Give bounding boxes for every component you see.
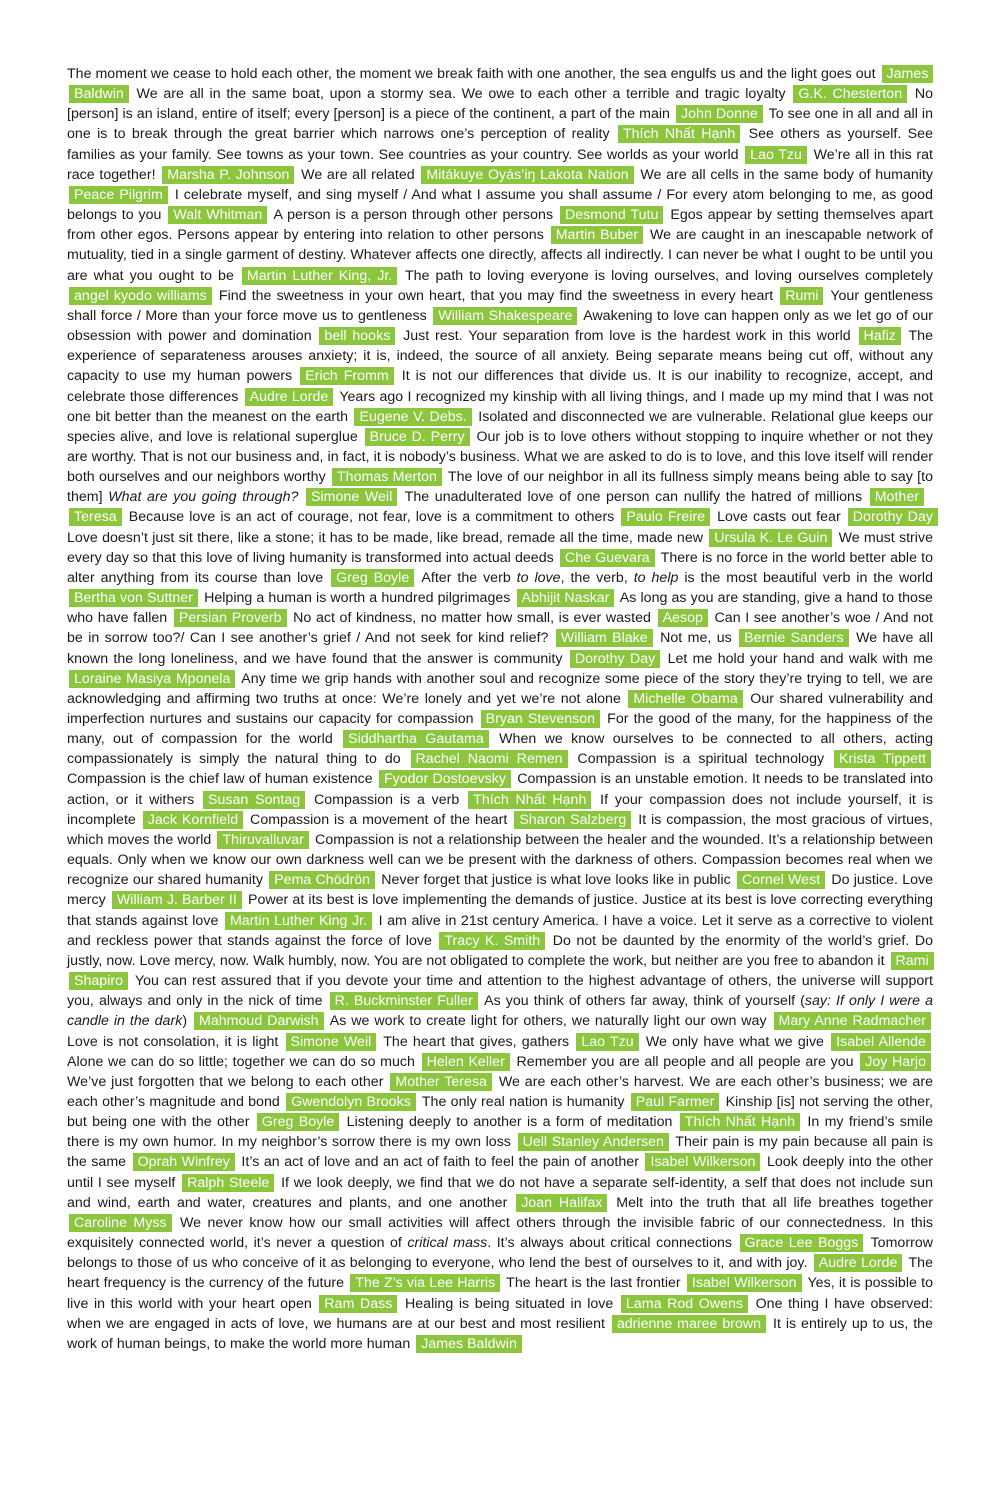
author-tag: Lama Rod Owens bbox=[621, 1295, 748, 1313]
quote: Our shared vulnerability and imperfection nurtures and sustains our capacity for compassion bbox=[67, 690, 933, 727]
author-tag: Desmond Tutu bbox=[560, 206, 663, 224]
quote: Remember you are all people and all people are you bbox=[516, 1053, 854, 1070]
author-tag: William J. Barber II bbox=[112, 891, 242, 909]
author-tag: Sharon Salzberg bbox=[514, 811, 631, 829]
author-tag: Lao Tzu bbox=[576, 1033, 638, 1051]
author-tag: Paulo Freire bbox=[621, 508, 710, 526]
author-tag: Che Guevara bbox=[560, 549, 655, 567]
quote: Melt into the truth that all life breathes together bbox=[616, 1194, 933, 1211]
author-tag: Erich Fromm bbox=[300, 367, 393, 385]
quote-segment: The love of our neighbor in all its fullness simply means being able to say [to them] bbox=[67, 469, 933, 506]
author-tag: Rumi bbox=[780, 287, 823, 305]
quote: The heart frequency is the currency of the future bbox=[67, 1255, 933, 1292]
quote: Healing is being situated in love bbox=[405, 1295, 614, 1312]
quote-segment: , the verb, bbox=[560, 569, 634, 586]
author-tag: angel kyodo williams bbox=[69, 287, 212, 305]
quote: As long as you are standing, give a hand to those who have fallen bbox=[67, 590, 933, 627]
quote: Our job is to love others without stopping to inquire whether or not they are worthy. That is not our business and, in fact, it is nobody’s business. What we are asked to do is to love, and this love itself will render both ourselves and our neighbors worthy bbox=[67, 428, 933, 486]
quote: Power at its best is love implementing the demands of justice. Justice at its best is love correcting everything that stands against love bbox=[67, 892, 934, 929]
author-tag: Walt Whitman bbox=[168, 206, 267, 224]
quote: Do justice. Love mercy bbox=[67, 872, 934, 909]
author-tag: Jack Kornfield bbox=[143, 811, 243, 829]
author-tag: Simone Weil bbox=[306, 488, 397, 506]
quote: The unadulterated love of one person can nullify the hatred of millions bbox=[404, 489, 863, 506]
author-tag: Martin Buber bbox=[551, 226, 643, 244]
author-tag: Audre Lorde bbox=[245, 388, 334, 406]
author-tag: Krista Tippett bbox=[834, 750, 931, 768]
quote: Any time we grip hands with another soul and recognize some piece of the story they’re trying to tell, we are acknowledging and affirming two truths at once: We’re lonely and yet we’re not alone bbox=[67, 670, 933, 707]
quote: Alone we can do so little; together we can do so much bbox=[67, 1053, 415, 1070]
author-tag: Thích Nhất Hạnh bbox=[680, 1113, 800, 1131]
quote: Compassion is not a relationship between the healer and the wounded. It’s a relationship between equals. Only when we know our own darkness well can we be present with the darkness of others. Compassion becomes real when we recognize our shared humanity bbox=[67, 831, 934, 889]
author-tag: Thích Nhất Hạnh bbox=[468, 791, 591, 809]
quote: Just rest. Your separation from love is the hardest work in this world bbox=[403, 328, 851, 345]
author-tag: Persian Proverb bbox=[174, 609, 287, 627]
quote: We must strive every day so that this love of living humanity is transformed into actual deeds bbox=[67, 529, 933, 566]
quote: Compassion is a movement of the heart bbox=[250, 811, 508, 828]
author-tag: Fyodor Dostoevsky bbox=[379, 770, 511, 788]
quote: Love doesn’t just sit there, like a stone; it has to be made, like bread, remade all the time, made new bbox=[67, 529, 703, 546]
author-tag: Dorothy Day bbox=[570, 650, 660, 668]
quote: We are all related bbox=[301, 166, 415, 183]
author-tag: Eugene V. Debs. bbox=[354, 408, 471, 426]
author-tag: Mary Anne Radmacher bbox=[774, 1012, 931, 1030]
author-tag: Caroline Myss bbox=[69, 1214, 172, 1232]
quote: The heart that gives, gathers bbox=[383, 1033, 570, 1050]
quote: When we know ourselves to be connected to all others, acting compassionately is simply the natural thing to do bbox=[67, 731, 933, 768]
author-tag: bell hooks bbox=[319, 327, 395, 345]
author-tag: Bertha von Suttner bbox=[69, 589, 198, 607]
author-tag: R. Buckminster Fuller bbox=[330, 992, 478, 1010]
quote: Because love is an act of courage, not fear, love is a commitment to others bbox=[128, 509, 615, 526]
quote: We are all in the same boat, upon a stormy sea. We owe to each other a terrible and tragic loyalty bbox=[136, 86, 786, 103]
quote: As we work to create light for others, we naturally light our own way bbox=[329, 1013, 767, 1030]
author-tag: William Blake bbox=[556, 629, 653, 647]
author-tag: Isabel Wilkerson bbox=[687, 1274, 802, 1292]
author-tag: Cornel West bbox=[737, 871, 825, 889]
quote: One thing I have observed: when we are engaged in acts of love, we humans are at our best and most resilient bbox=[67, 1295, 933, 1332]
author-tag: G.K. Chesterton bbox=[793, 85, 907, 103]
quote: We are caught in an inescapable network of mutuality, tied in a single garment of destiny. Whatever affects one directly, affects all indirectly. I can never be what I ought to be until you are what you ought to be bbox=[67, 227, 933, 284]
quote-text-block bbox=[67, 64, 933, 1354]
quote: We’ve just forgotten that we belong to each other bbox=[67, 1073, 384, 1090]
author-tag: Ram Dass bbox=[319, 1295, 397, 1313]
quote-italic: to help bbox=[633, 569, 679, 586]
quote-segment: . It’s always about critical connections bbox=[487, 1235, 733, 1252]
quote: Years ago I recognized my kinship with all living things, and I made up my mind that I was not one bit better than the meanest on the earth bbox=[67, 388, 933, 425]
quote: In my friend’s smile there is my own humor. In my neighbor’s sorrow there is my own loss bbox=[67, 1114, 934, 1151]
author-tag: Bryan Stevenson bbox=[481, 710, 600, 728]
quote-italic: to love bbox=[516, 569, 561, 586]
author-tag: adrienne maree brown bbox=[612, 1315, 766, 1333]
quote: Listening deeply to another is a form of meditation bbox=[346, 1114, 673, 1131]
quote: Find the sweetness in your own heart, that you may find the sweetness in every heart bbox=[218, 287, 774, 304]
author-tag: Helen Keller bbox=[422, 1053, 510, 1071]
quote: The heart is the last frontier bbox=[506, 1275, 681, 1292]
quote: It is compassion, the most gracious of virtues, which moves the world bbox=[67, 811, 933, 848]
quote: Helping a human is worth a hundred pilgrimages bbox=[204, 590, 511, 607]
quote: Their pain is my pain because all pain is the same bbox=[67, 1134, 934, 1171]
author-tag: Bruce D. Perry bbox=[365, 428, 470, 446]
quote: Kinship [is] not serving the other, but being one with the other bbox=[67, 1093, 934, 1131]
author-tag: Aesop bbox=[658, 609, 708, 627]
author-tag: Hafiz bbox=[859, 327, 901, 345]
author-tag: William Shakespeare bbox=[433, 307, 577, 325]
author-tag: James Baldwin bbox=[69, 65, 933, 103]
author-tag: Oprah Winfrey bbox=[133, 1153, 235, 1171]
quote: If your compassion does not include yourself, it is incomplete bbox=[67, 791, 933, 828]
quote: Can I see another’s woe / And not be in sorrow too?/ Can I see another’s grief / And not seek for kind relief? bbox=[67, 610, 933, 647]
quote: It is not our differences that divide us. It is our inability to recognize, accept, and celebrate those differences bbox=[67, 368, 933, 405]
author-tag: Mother Teresa bbox=[390, 1073, 492, 1091]
quote-segment: As you think of others far away, think of yourself ( bbox=[484, 993, 805, 1010]
author-tag: Bernie Sanders bbox=[739, 629, 849, 647]
author-tag: Mitákuye Oyás’iŋ Lakota Nation bbox=[421, 166, 633, 184]
quote: The only real nation is humanity bbox=[421, 1093, 625, 1110]
author-tag: Pema Chödrön bbox=[269, 871, 375, 889]
quote: It’s an act of love and an act of faith to feel the pain of another bbox=[241, 1154, 639, 1171]
quote: The path to loving everyone is loving ourselves, and loving ourselves completely bbox=[405, 267, 933, 284]
quote: Compassion is an unstable emotion. It needs to be translated into action, or it withers bbox=[67, 771, 933, 808]
author-tag: Dorothy Day bbox=[848, 508, 938, 526]
author-tag: Tracy K. Smith bbox=[439, 932, 545, 950]
quote: Never forget that justice is what love looks like in public bbox=[381, 872, 731, 889]
author-tag: Rachel Naomi Remen bbox=[411, 750, 568, 768]
author-tag: Audre Lorde bbox=[814, 1254, 903, 1272]
quote: There is no force in the world better able to alter anything from its course than love bbox=[67, 549, 934, 586]
author-tag: The Z’s via Lee Harris bbox=[350, 1274, 500, 1292]
quote: The experience of separateness arouses anxiety; it is, indeed, the source of all anxiety. Being separate means being cut off, without any capacity to use my human powers bbox=[67, 328, 933, 385]
author-tag: Uell Stanley Andersen bbox=[518, 1133, 669, 1151]
quote: Do not be daunted by the enormity of the world’s grief. Do justly, now. Love mercy, now. Walk humbly, now. You are not obligated to complete the work, but neither are you free to abandon it bbox=[67, 932, 934, 969]
quote bbox=[421, 570, 933, 586]
author-tag: Peace Pilgrim bbox=[69, 186, 168, 204]
quote: To see one in all and all in one is to break through the great barrier which narrows one’s perception of reality bbox=[67, 106, 934, 143]
quote: Tomorrow belongs to those of us who conceive of it as belonging to everyone, who lend the best of ourselves to it, and with joy. bbox=[67, 1235, 933, 1272]
quote: See others as yourself. See families as your family. See towns as your town. See countries as your country. See worlds as your world bbox=[67, 126, 933, 163]
quote: You can rest assured that if you devote your time and attention to the highest advantage of others, the universe will support you, always and only in the nick of time bbox=[67, 973, 933, 1010]
quote-italic: critical mass bbox=[407, 1235, 488, 1252]
quote: Compassion is a verb bbox=[314, 791, 460, 808]
quote: Love is not consolation, it is light bbox=[67, 1033, 279, 1050]
quote: I celebrate myself, and sing myself / And what I assume you shall assume / For every atom belonging to me, as good belongs to you bbox=[67, 186, 933, 224]
author-tag: Gwendolyn Brooks bbox=[286, 1093, 416, 1111]
author-tag: Thomas Merton bbox=[332, 468, 442, 486]
author-tag: Greg Boyle bbox=[257, 1113, 340, 1131]
quote: Compassion is a spiritual technology bbox=[577, 751, 825, 768]
quote: A person is a person through other persons bbox=[273, 207, 554, 224]
quote-italic: What are you going through? bbox=[108, 489, 299, 506]
quote: If we look deeply, we find that we do not have a separate self-identity, a self that does not include sun and wind, earth and water, creatures and plants, and one another bbox=[67, 1174, 933, 1211]
author-tag: Susan Sontag bbox=[203, 791, 305, 809]
quote: Egos appear by setting themselves apart from other egos. Persons appear by entering into relation to other persons bbox=[67, 207, 933, 244]
quote: Awakening to love can happen only as we let go of our obsession with power and domination bbox=[67, 307, 933, 345]
quote-segment: ) bbox=[182, 1013, 188, 1030]
quote-italic: say: If only I were a candle in the dark bbox=[67, 993, 933, 1030]
author-tag: James Baldwin bbox=[416, 1335, 522, 1353]
quote: We only have what we give bbox=[645, 1033, 824, 1050]
quote: For the good of the many, for the happiness of the many, out of compassion for the world bbox=[67, 711, 933, 748]
author-tag: Ralph Steele bbox=[182, 1174, 274, 1192]
quote: We’re all in this rat race together! bbox=[67, 146, 933, 183]
author-tag: Simone Weil bbox=[286, 1033, 377, 1051]
author-tag: John Donne bbox=[676, 105, 763, 123]
quote: Look deeply into the other until I see myself bbox=[67, 1154, 934, 1191]
quote: Your gentleness shall force / More than your force move us to gentleness bbox=[67, 287, 933, 324]
author-tag: Siddhartha Gautama bbox=[343, 730, 489, 748]
quote: Yes, it is possible to live in this world with your heart open bbox=[67, 1275, 933, 1312]
author-tag: Paul Farmer bbox=[631, 1093, 720, 1111]
author-tag: Grace Lee Boggs bbox=[740, 1234, 864, 1252]
quote: Compassion is the chief law of human existence bbox=[67, 771, 373, 788]
author-tag: Martin Luther King Jr. bbox=[225, 912, 372, 930]
quote-segment: After the verb bbox=[421, 569, 517, 586]
author-tag: Martin Luther King, Jr. bbox=[242, 267, 397, 285]
quote-segment: is the most beautiful verb in the world bbox=[678, 569, 933, 586]
quote: Love casts out fear bbox=[717, 509, 841, 526]
quote: It is entirely up to us, the work of human beings, to make the world more human bbox=[67, 1315, 933, 1352]
author-tag: Rami Shapiro bbox=[69, 952, 934, 990]
author-tag: Joy Harjo bbox=[860, 1053, 931, 1071]
author-tag: Joan Halifax bbox=[516, 1194, 607, 1212]
author-tag: Greg Boyle bbox=[331, 569, 414, 587]
quote: We have all known the long loneliness, and we have found that the answer is community bbox=[67, 630, 934, 667]
author-tag: Mahmoud Darwish bbox=[194, 1012, 324, 1030]
author-tag: Isabel Allende bbox=[831, 1033, 931, 1051]
quote: Not me, us bbox=[660, 630, 732, 647]
author-tag: Lao Tzu bbox=[745, 146, 807, 164]
quote: We are all cells in the same body of humanity bbox=[640, 166, 934, 183]
author-tag: Thiruvalluvar bbox=[217, 831, 308, 849]
quote: We are each other’s harvest. We are each other’s business; we are each other’s magnitude and bond bbox=[67, 1073, 933, 1110]
quote: I am alive in 21st century America. I have a voice. Let it serve as a corrective to violent and reckless power that stands against the force of love bbox=[67, 912, 934, 949]
quote-segment: We never know how our small activities will affect others through the invisible fabric of our connectedness. In this exquisitely connected world, it’s never a question of bbox=[67, 1214, 933, 1252]
author-tag: Marsha P. Johnson bbox=[162, 166, 294, 184]
author-tag: Thích Nhất Hạnh bbox=[618, 125, 740, 143]
quote: The moment we cease to hold each other, the moment we break faith with one another, the sea engulfs us and the light goes out bbox=[67, 66, 876, 82]
quote: Let me hold your hand and walk with me bbox=[667, 650, 934, 667]
quote: No [person] is an island, entire of itself; every [person] is a piece of the continent, a part of the main bbox=[67, 86, 934, 123]
author-tag: Michelle Obama bbox=[628, 690, 742, 708]
author-tag: Abhijit Naskar bbox=[517, 589, 615, 607]
author-tag: Isabel Wilkerson bbox=[645, 1153, 760, 1171]
author-tag: Mother Teresa bbox=[69, 488, 924, 526]
quote: No act of kindness, no matter how small, is ever wasted bbox=[293, 610, 651, 627]
quote: Isolated and disconnected we are vulnerable. Relational glue keeps our species alive, and love is relational superglue bbox=[67, 408, 933, 445]
author-tag: Loraine Masiya Mponela bbox=[69, 670, 235, 688]
author-tag: Ursula K. Le Guin bbox=[709, 529, 832, 547]
